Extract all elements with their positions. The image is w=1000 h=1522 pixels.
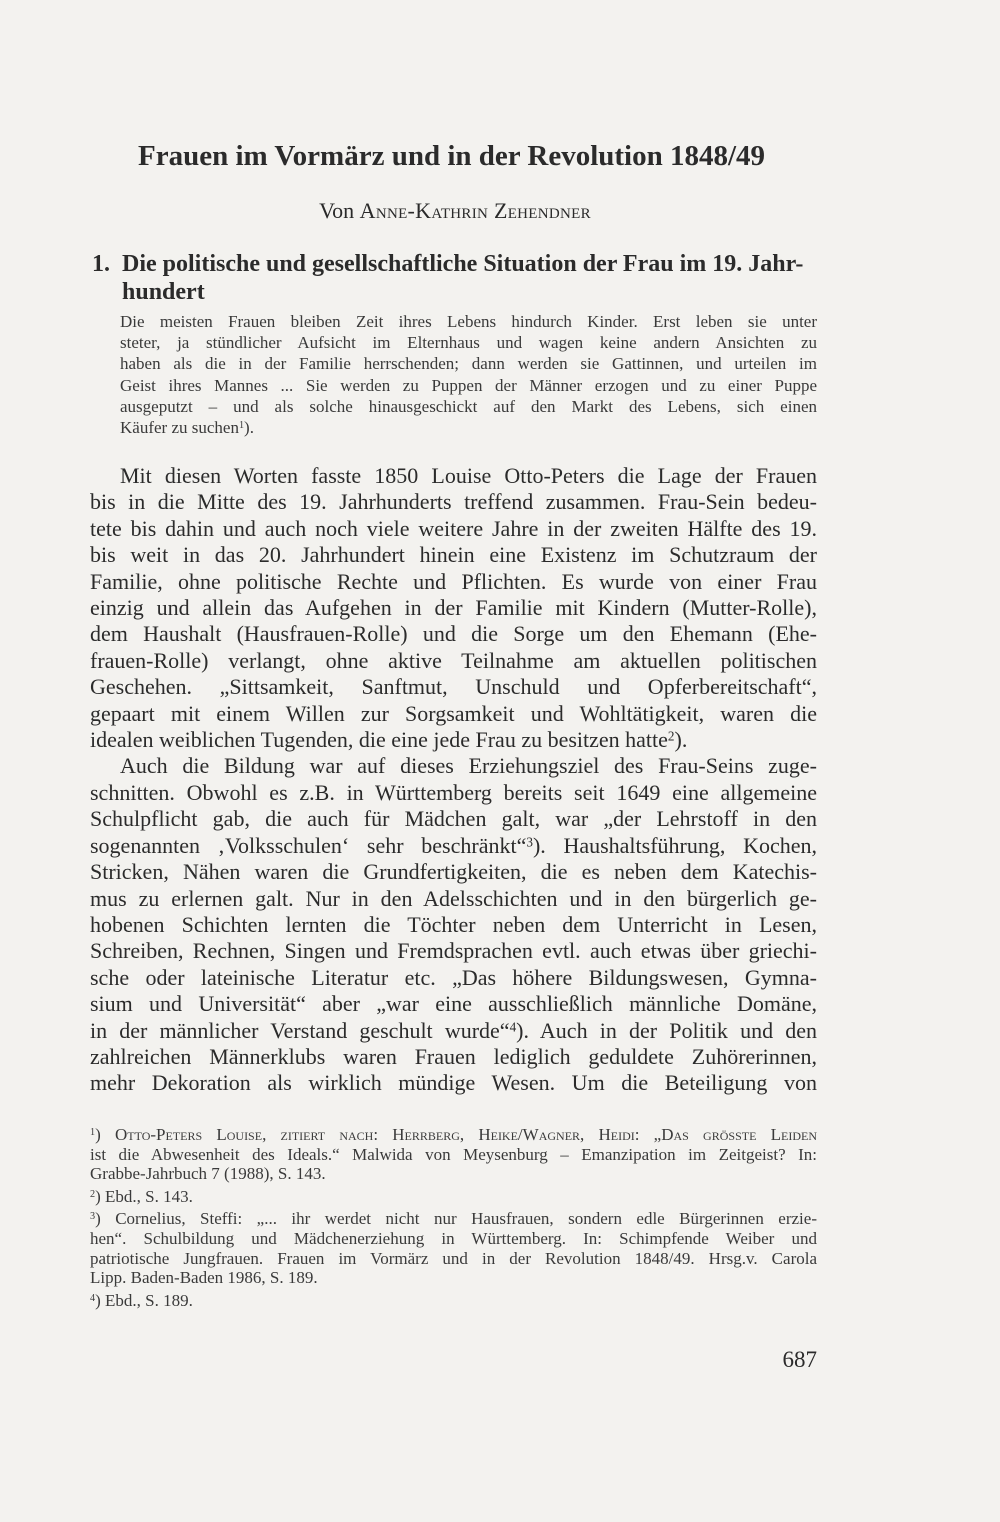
body-line: sche oder lateinische Literatur etc. „Das höhere Bildungswesen, Gymna-: [90, 964, 817, 990]
body-line: [90, 833, 817, 859]
footnote-line: $^4$) Ebd., S. 189.: [90, 1290, 193, 1310]
block-quote: [120, 311, 817, 438]
quote-line: Die meisten Frauen bleiben Zeit ihres Lebens hindurch Kinder. Erst leben sie unter: [120, 312, 817, 331]
page-number: 687: [782, 1347, 817, 1372]
body-line-text: ). Auch in der Politik und den: [516, 1017, 817, 1043]
footnote-text: Ebd., S. 189.: [105, 1290, 193, 1310]
body-line: Mit diesen Worten fasste 1850 Louise Otto-Peters die Lage der Frauen: [120, 463, 817, 488]
footnote-line: $^1$) Otto-Peters Louise, zitiert nach: Herrberg, Heike/Wagner, Heidi: „Das größte Leiden: [90, 1125, 817, 1144]
quote-line-text: Käufer zu suchen: [120, 418, 239, 438]
footnote-text: Otto-Peters Louise, zitiert nach: Herrberg, Heike/Wagner, Heidi: „Das größte Leiden: [114, 1125, 817, 1144]
body-line: hobenen Schichten lernten die Töchter neben dem Unterricht in Lesen,: [90, 911, 817, 937]
footnote: [90, 1187, 817, 1207]
footnote-text: Ebd., S. 143.: [105, 1186, 193, 1206]
quote-line: ausgeputzt – und als solche hinausgeschickt auf den Markt des Lebens, sich einen: [120, 396, 817, 416]
author-name: Anne-Kathrin Zehendner: [359, 198, 591, 223]
body-line: [90, 727, 817, 753]
body-line: tete bis dahin und auch noch viele weitere Jahre in der zweiten Hälfte des 19.: [90, 515, 817, 541]
body-line: mehr Dekoration als wirklich mündige Wesen. Um die Beteiligung von: [90, 1070, 817, 1096]
body-line: [90, 1018, 817, 1044]
paragraph: [90, 753, 817, 1096]
body-line: Auch die Bildung war auf dieses Erziehungsziel des Frau-Seins zuge-: [120, 753, 817, 779]
footnote-text: Cornelius, Steffi: „... ihr werdet nicht nur Hausfrauen, sondern edle Bürgerinnen erzie-: [115, 1209, 817, 1229]
footnote-line: $^3$) Cornelius, Steffi: „... ihr werdet nicht nur Hausfrauen, sondern edle Bürgerinnen erzie-: [90, 1209, 817, 1229]
body-line: Stricken, Nähen waren die Grundfertigkeiten, die es neben dem Katechis-: [90, 859, 817, 885]
body-line-text: ). Haushaltsführung, Kochen,: [532, 832, 817, 858]
body-line: bis in die Mitte des 19. Jahrhunderts treffend zusammen. Frau-Sein bedeu-: [90, 489, 817, 515]
body-line: frauen-Rolle) verlangt, ohne aktive Teilnahme am aktuellen politischen: [90, 647, 817, 673]
section-heading-line1: Die politische und gesellschaftliche Situation der Frau im 19. Jahr-: [122, 251, 804, 277]
quote-line: steter, ja stündlicher Aufsicht im Elternhaus und wagen keine andern Ansichten zu: [120, 333, 817, 353]
footnote-line: Grabbe-Jahrbuch 7 (1988), S. 143.: [90, 1164, 326, 1184]
body-line: Schreiben, Rechnen, Singen und Fremdsprachen evtl. auch etwas über griechi-: [90, 938, 817, 964]
body-line: einzig und allein das Aufgehen in der Familie mit Kindern (Mutter-Rolle),: [90, 595, 817, 621]
body-line: dem Haushalt (Hausfrauen-Rolle) und die Sorge um den Ehemann (Ehe-: [90, 621, 817, 647]
footnotes: [90, 1125, 817, 1313]
quote-line: Geist ihres Mannes ... Sie werden zu Puppen der Männer erzogen und zu einer Puppe: [120, 375, 817, 395]
footnote: [90, 1291, 817, 1311]
article-title: Frauen im Vormärz und in der Revolution 1848/49: [138, 140, 766, 172]
footnote-reference: 4: [509, 1018, 517, 1034]
paragraph: [90, 463, 817, 753]
footnote-line: hen“. Schulbildung und Mädchenerziehung in Württemberg. In: Schimpfende Weiber und: [90, 1228, 817, 1248]
body-line: Schulpflicht gab, die auch für Mädchen galt, war „der Lehrstoff in den: [90, 806, 817, 832]
footnote-marker: 1: [90, 1126, 96, 1138]
quote-last-line: [120, 417, 817, 438]
footnote-reference: 1: [238, 419, 245, 431]
body-line: mus zu erlernen galt. Nur in den Adelsschichten und in den bürgerlich ge-: [90, 885, 817, 911]
body-line: gepaart mit einem Willen zur Sorgsamkeit und Wohltätigkeit, waren die: [90, 700, 817, 726]
body-line-text: sogenannten ‚Volksschulen‘ sehr beschränkt“: [90, 832, 527, 858]
quote-end: ).: [244, 418, 254, 438]
section-heading: [92, 250, 827, 306]
footnote-marker: 4: [90, 1292, 96, 1304]
footnote-line: $^2$) Ebd., S. 143.: [90, 1186, 193, 1206]
body-line: Familie, ohne politische Rechte und Pflichten. Es wurde von einer Frau: [90, 568, 817, 594]
body-line-text: in der männlicher Verstand geschult wurde“: [90, 1017, 510, 1043]
footnote-reference: 2: [667, 728, 675, 744]
footnote-reference: 3: [526, 834, 533, 850]
footnote-line: patriotische Jungfrauen. Frauen im Vormärz und in der Revolution 1848/49. Hrsg.v. Carola: [90, 1248, 817, 1268]
body-line: schnitten. Obwohl es z.B. in Württemberg bereits seit 1649 eine allgemeine: [90, 779, 817, 805]
body-text: [90, 463, 817, 1097]
body-line-text: idealen weiblichen Tugenden, die eine jede Frau zu besitzen hatte: [90, 727, 668, 753]
quote-line: haben als die in der Familie herrschenden; dann werden sie Gattinnen, und urteilen im: [120, 354, 817, 374]
footnote: [90, 1125, 817, 1184]
body-line: bis weit in das 20. Jahrhundert hinein eine Existenz im Schutzraum der: [90, 542, 817, 568]
footnote: [90, 1209, 817, 1287]
footnote-marker: 2: [90, 1188, 96, 1200]
footnote-line: Lipp. Baden-Baden 1986, S. 189.: [90, 1268, 318, 1288]
footnote-marker: 3: [90, 1211, 96, 1223]
byline: [0, 198, 910, 224]
body-line: Geschehen. „Sittsamkeit, Sanftmut, Unschuld und Opferbereitschaft“,: [90, 674, 817, 700]
byline-prefix: Von: [319, 198, 355, 223]
body-line: sium und Universität“ aber „war eine ausschließlich männliche Domäne,: [90, 991, 817, 1017]
sentence-end: ).: [674, 727, 688, 753]
section-number: 1.: [92, 251, 110, 277]
footnote-line: ist die Abwesenheit des Ideals.“ Malwida von Meysenburg – Emanzipation im Zeitgeist? In:: [90, 1144, 817, 1164]
body-line: zahlreichen Männerklubs waren Frauen lediglich geduldete Zuhörerinnen,: [90, 1043, 817, 1069]
section-heading-line2: hundert: [122, 279, 205, 305]
